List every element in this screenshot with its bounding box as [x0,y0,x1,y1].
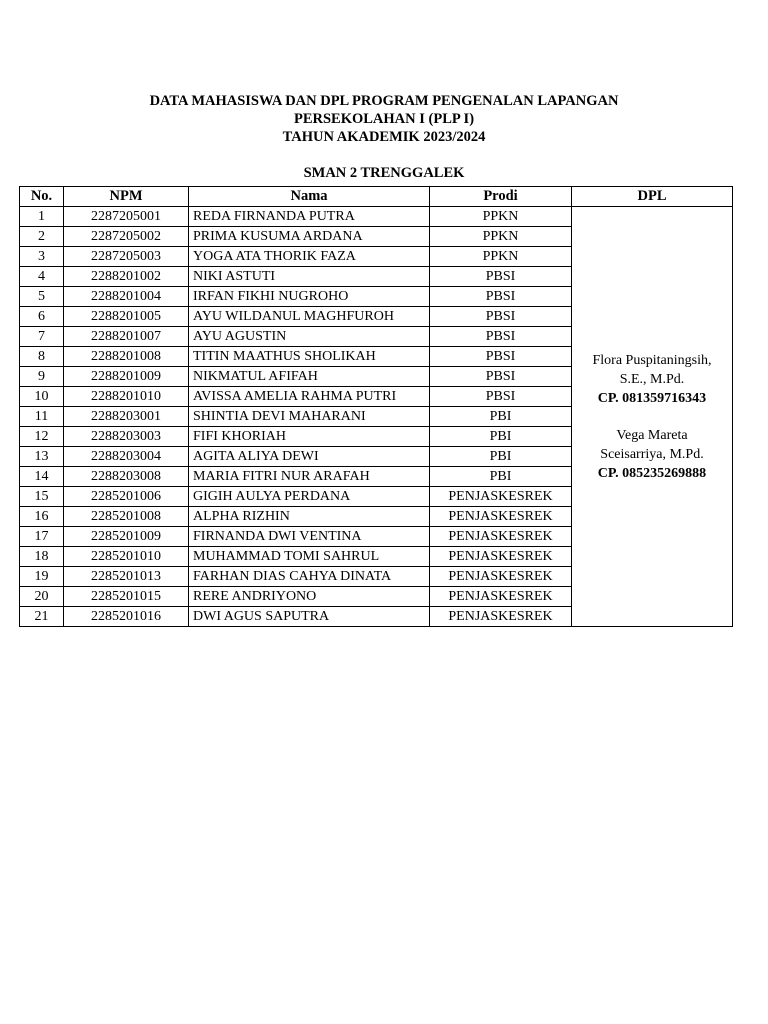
cell-prodi: PENJASKESREK [430,567,572,587]
table-body [20,207,733,627]
cell-prodi: PENJASKESREK [430,547,572,567]
cell-npm: 2285201008 [64,507,189,527]
cell-no: 10 [20,387,64,407]
title-line-2: PERSEKOLAHAN I (PLP I) [293,111,475,127]
cell-npm: 2288201002 [64,267,189,287]
cell-npm: 2288201004 [64,287,189,307]
cell-prodi: PBI [430,447,572,467]
cell-prodi: PENJASKESREK [430,487,572,507]
dpl-contact-phone: CP. 085235269888 [597,465,707,481]
cell-no: 8 [20,347,64,367]
cell-npm: 2288201005 [64,307,189,327]
cell-no: 21 [20,607,64,627]
cell-no: 1 [20,207,64,227]
cell-prodi: PBI [430,407,572,427]
cell-nama: FIFI KHORIAH [189,427,430,447]
document-header [0,92,768,146]
cell-nama: YOGA ATA THORIK FAZA [189,247,430,267]
cell-nama: FIRNANDA DWI VENTINA [189,527,430,547]
column-header-no: No. [20,187,64,207]
cell-no: 16 [20,507,64,527]
dpl-spacer [576,408,728,426]
column-header-prodi: Prodi [430,187,572,207]
school-name: SMAN 2 TRENGGALEK [303,165,465,181]
cell-nama: AGITA ALIYA DEWI [189,447,430,467]
cell-nama: NIKI ASTUTI [189,267,430,287]
cell-no: 18 [20,547,64,567]
student-dpl-table [19,186,733,627]
column-header-npm: NPM [64,187,189,207]
cell-no: 14 [20,467,64,487]
cell-prodi: PBSI [430,307,572,327]
cell-nama: MUHAMMAD TOMI SAHRUL [189,547,430,567]
cell-nama: REDA FIRNANDA PUTRA [189,207,430,227]
cell-no: 17 [20,527,64,547]
cell-nama: AYU AGUSTIN [189,327,430,347]
dpl-contact-phone: CP. 081359716343 [597,390,707,406]
cell-no: 11 [20,407,64,427]
cell-npm: 2287205001 [64,207,189,227]
dpl-name-line-2: S.E., M.Pd. [619,371,685,387]
cell-nama: AYU WILDANUL MAGHFUROH [189,307,430,327]
cell-prodi: PENJASKESREK [430,587,572,607]
cell-npm: 2288203008 [64,467,189,487]
cell-no: 7 [20,327,64,347]
cell-no: 15 [20,487,64,507]
cell-nama: AVISSA AMELIA RAHMA PUTRI [189,387,430,407]
cell-npm: 2288201009 [64,367,189,387]
cell-nama: NIKMATUL AFIFAH [189,367,430,387]
cell-no: 3 [20,247,64,267]
dpl-name-line-2: Sceisarriya, M.Pd. [600,446,704,462]
cell-prodi: PPKN [430,247,572,267]
cell-prodi: PBSI [430,387,572,407]
cell-npm: 2288201010 [64,387,189,407]
cell-npm: 2288203004 [64,447,189,467]
cell-npm: 2288201007 [64,327,189,347]
cell-prodi: PENJASKESREK [430,507,572,527]
cell-nama: RERE ANDRIYONO [189,587,430,607]
cell-no: 13 [20,447,64,467]
cell-nama: TITIN MAATHUS SHOLIKAH [189,347,430,367]
cell-prodi: PPKN [430,207,572,227]
cell-nama: FARHAN DIAS CAHYA DINATA [189,567,430,587]
cell-nama: GIGIH AULYA PERDANA [189,487,430,507]
cell-prodi: PPKN [430,227,572,247]
cell-prodi: PBSI [430,327,572,347]
cell-prodi: PBSI [430,347,572,367]
cell-no: 5 [20,287,64,307]
cell-no: 12 [20,427,64,447]
cell-prodi: PBSI [430,267,572,287]
dpl-name-line-1: Vega Mareta [616,427,688,443]
title-line-3: TAHUN AKADEMIK 2023/2024 [282,129,486,145]
cell-no: 2 [20,227,64,247]
cell-no: 20 [20,587,64,607]
dpl-cell [572,207,733,627]
cell-npm: 2287205003 [64,247,189,267]
cell-prodi: PBSI [430,287,572,307]
cell-npm: 2285201016 [64,607,189,627]
cell-prodi: PENJASKESREK [430,607,572,627]
dpl-name-line-1: Flora Puspitaningsih, [592,352,712,368]
cell-npm: 2288201008 [64,347,189,367]
cell-no: 9 [20,367,64,387]
cell-no: 19 [20,567,64,587]
cell-prodi: PBI [430,427,572,447]
cell-prodi: PBSI [430,367,572,387]
cell-nama: ALPHA RIZHIN [189,507,430,527]
cell-prodi: PENJASKESREK [430,527,572,547]
cell-nama: MARIA FITRI NUR ARAFAH [189,467,430,487]
cell-npm: 2285201010 [64,547,189,567]
cell-nama: PRIMA KUSUMA ARDANA [189,227,430,247]
table-header-row [20,187,733,207]
cell-prodi: PBI [430,467,572,487]
column-header-nama: Nama [189,187,430,207]
cell-no: 4 [20,267,64,287]
cell-nama: DWI AGUS SAPUTRA [189,607,430,627]
cell-npm: 2288203001 [64,407,189,427]
cell-nama: SHINTIA DEVI MAHARANI [189,407,430,427]
cell-npm: 2288203003 [64,427,189,447]
cell-npm: 2287205002 [64,227,189,247]
table-row [20,207,733,227]
title-line-1: DATA MAHASISWA DAN DPL PROGRAM PENGENALAN LAPANGAN [149,93,619,109]
cell-npm: 2285201013 [64,567,189,587]
cell-npm: 2285201006 [64,487,189,507]
cell-npm: 2285201009 [64,527,189,547]
cell-no: 6 [20,307,64,327]
column-header-dpl: DPL [572,187,733,207]
cell-npm: 2285201015 [64,587,189,607]
cell-nama: IRFAN FIKHI NUGROHO [189,287,430,307]
